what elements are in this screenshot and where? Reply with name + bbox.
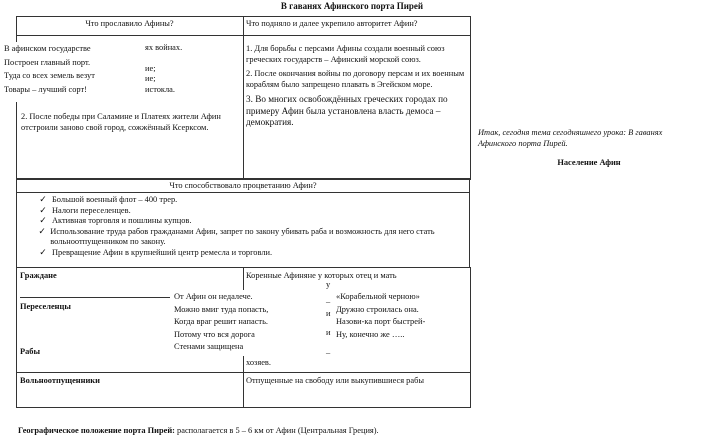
checklist-item: ✓ Использование труда рабов гражданами Афин, запрет по закону убивать раба и возможность для него стать вольноотпущенником по закону. — [38, 225, 435, 246]
check-icon: ✓ — [39, 204, 47, 215]
row-label-freedmen: Вольноотпущенники — [20, 376, 100, 385]
checklist-item: ✓ Большой военный флот – 400 трер. — [39, 194, 178, 204]
partial-line: ие; — [145, 63, 156, 73]
partial-line: ие; — [145, 74, 156, 83]
poem-line: Потому что вся дорога — [174, 329, 255, 339]
row-label-slaves: Рабы — [20, 347, 41, 356]
overlay-poem-top — [4, 42, 144, 102]
check-icon: ✓ — [38, 225, 46, 236]
top-right-header: Что подняло и далее укрепило авторитет Афин? — [246, 19, 418, 28]
side-heading: Население Афин — [557, 158, 621, 167]
checklist-item: ✓ Активная торговля и пошлины купцов. — [39, 215, 192, 225]
partial-line: ях войнах. — [145, 43, 183, 52]
poem-line: Товары – лучший сорт! — [4, 84, 87, 94]
poem-block-right — [336, 290, 462, 346]
check-icon: ✓ — [39, 215, 47, 225]
upper-table-header-line — [16, 35, 470, 36]
footer-text: располагается в 5 – 6 км от Афин (Центральная Греция). — [174, 426, 379, 435]
mid-left-border — [16, 178, 17, 268]
top-left-header: Что прославило Афины? — [85, 19, 174, 28]
check-icon: ✓ — [39, 194, 47, 204]
footer-label: Географическое положение порта Пирей: — [18, 426, 175, 435]
poem-line: В афинском государстве — [4, 44, 91, 53]
checklist-item: ✓ Превращение Афин в крупнейший центр ремесла и торговли. — [39, 246, 273, 257]
footer-line — [18, 426, 678, 437]
page-title: В гаванях Афинского порта Пирей — [280, 1, 424, 11]
checklist — [38, 195, 466, 258]
row-value-freedmen: Отпущенные на свободу или выкупившиеся рабы — [246, 376, 424, 385]
right-item-1: 1. Для борьбы с персами Афины создали военный союз греческих государств – Афинский морской союз. — [246, 44, 445, 64]
mid-header: Что способствовало процветанию Афин? — [169, 181, 317, 190]
citizens-underline — [20, 297, 170, 298]
poem-line: «Корабельной черною» — [336, 292, 420, 301]
mid-right-border — [469, 178, 470, 268]
check-icon: ✓ — [39, 246, 47, 257]
right-item-3: 3. Во многих освобождённых греческих городах по примеру Афин была установлена власть демоса – демократия. — [246, 94, 448, 127]
upper-table-divider — [243, 16, 244, 178]
poem-line: Можно вмиг туда попасть, — [174, 304, 269, 314]
lower-row-line — [16, 372, 470, 373]
partial-line: истокла. — [145, 84, 175, 94]
poem-line: Туда со всех земель везут — [4, 71, 95, 80]
mid-line-header — [16, 192, 470, 193]
left-cell-partial-text — [145, 43, 241, 95]
row-label-citizens: Граждане — [20, 271, 57, 280]
poem-block-left — [174, 290, 324, 356]
checklist-item: ✓ Налоги переселенцев. — [39, 204, 131, 215]
poem-line: От Афин он недалече. — [174, 292, 253, 301]
row-value-slaves: хозяев. — [246, 358, 271, 367]
mid-line-top — [16, 178, 470, 179]
poem-line: Дружно строилась она. — [336, 304, 419, 314]
partial-mid-text: у _ и и _ — [326, 280, 331, 355]
poem-line: Стенами защищена — [174, 342, 244, 351]
poem-line: Построен главный порт. — [4, 57, 91, 67]
side-note: Итак, сегодня тема сегодняшнего урока: В гаванях Афинского порта Пирей. — [478, 128, 663, 148]
poem-line: Когда враг решит напасть. — [174, 317, 269, 326]
row-value-citizens: Коренные Афиняне у которых отец и мать — [246, 271, 397, 280]
right-items — [246, 44, 466, 129]
poem-line: Ну, конечно же ….. — [336, 329, 405, 339]
row-label-settlers: Переселенцы — [20, 302, 71, 311]
right-item-2: 2. После окончания войны по договору персам и их военным кораблям было запрещено плавать в Эгейском море. — [246, 69, 465, 89]
left-item-2: 2. После победы при Саламине и Платеях жители Афин отстроили заново свой город, сожжённый Ксерксом. — [21, 112, 221, 132]
poem-line: Назови-ка порт быстрей- — [336, 317, 426, 326]
